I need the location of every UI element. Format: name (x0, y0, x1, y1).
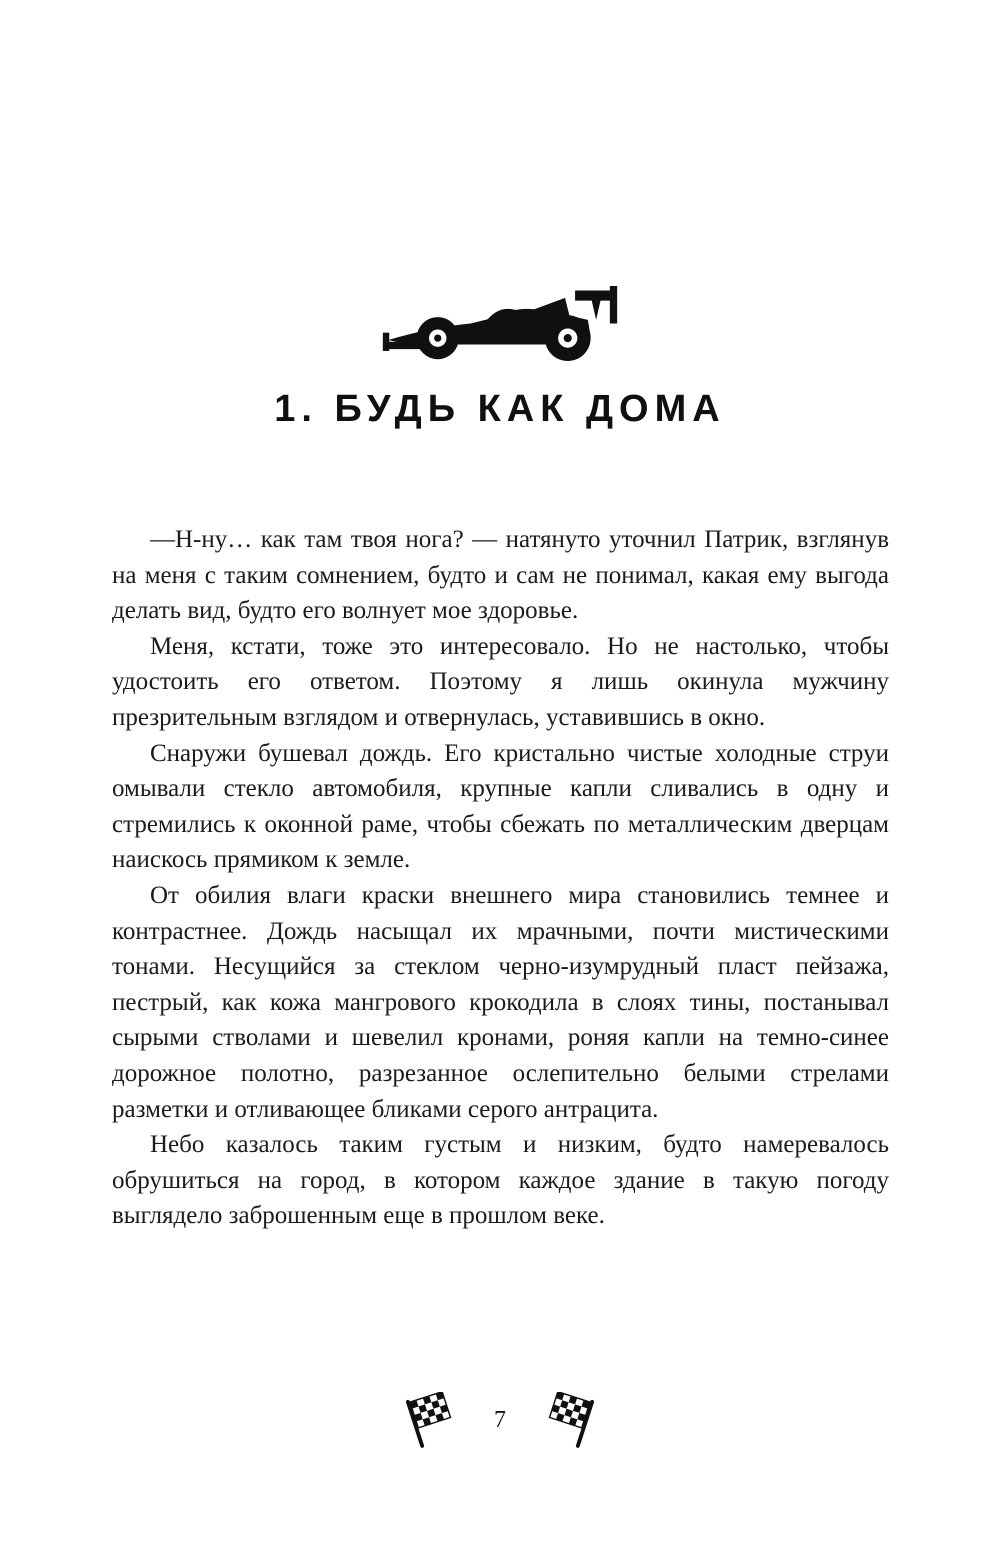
paragraph: —Н-ну… как там твоя нога? — натянуто уточнил Патрик, взглянув на меня с таким сомнением, будто и сам не понимал, какая ему выгода делать вид, будто его волнует мое здоровье. (112, 526, 889, 625)
race-car-icon (0, 272, 1000, 364)
paragraph: От обилия влаги краски внешнего мира становились темнее и контрастнее. Дождь насыщал их мрачными, почти мистическими тонами. Несущийся за стеклом черно-изумрудный пласт пейзажа, пестрый, как кожа мангрового крокодила в слоях тины, постанывал сырыми стволами и шевелил кронами, роняя капли на темно-синее дорожное полотно, разрезанное ослепительно белыми стрелами разметки и отливающее бликами серого антрацита. (112, 881, 889, 1123)
chapter-title: 1. БУДЬ КАК ДОМА (274, 388, 726, 430)
paragraph: Снаружи бушевал дождь. Его кристально чистые холодные струи омывали стекло автомобиля, крупные капли сливались в одну и стремились к оконной раме, чтобы сбежать по металлическим дверцам наискось прямиком к земле. (112, 739, 889, 874)
checkered-flag-right-icon (541, 1392, 599, 1448)
chapter-body (112, 522, 889, 1234)
page-footer (0, 1392, 1000, 1448)
paragraph: Меня, кстати, тоже это интересовало. Но не настолько, чтобы удостоить его ответом. Поэтому я лишь окинула мужчину презрительным взглядом и отвернулась, уставившись в окно. (112, 632, 889, 731)
paragraph: Небо казалось таким густым и низким, будто намеревалось обрушиться на город, в котором каждое здание в такую погоду выглядело заброшенным еще в прошлом веке. (112, 1131, 889, 1230)
page-number: 7 (494, 1406, 506, 1433)
checkered-flag-left-icon (401, 1392, 459, 1448)
